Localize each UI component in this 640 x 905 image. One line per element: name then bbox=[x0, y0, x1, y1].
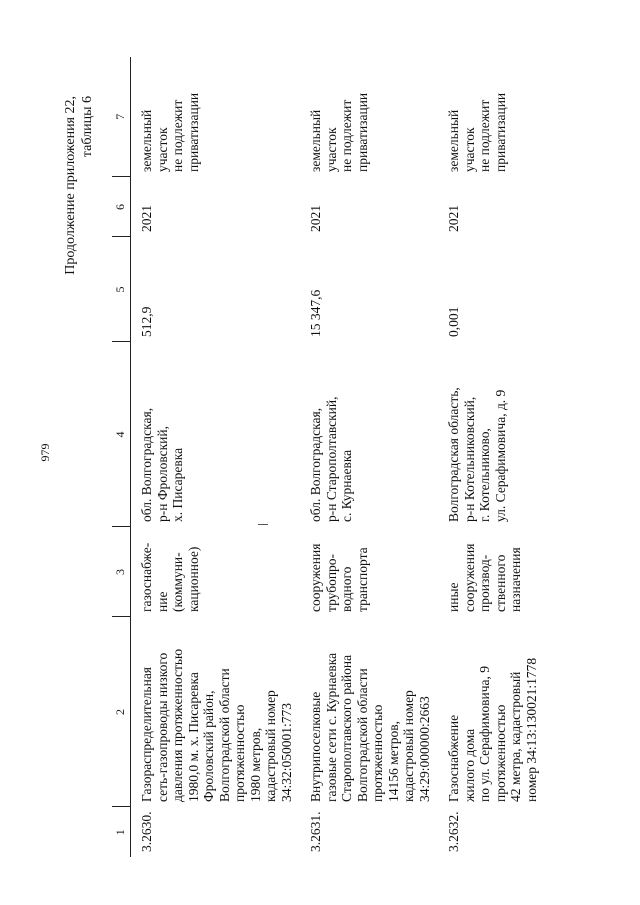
purpose-line: производ- bbox=[477, 554, 492, 612]
address-line: р-н Старополтавский, bbox=[323, 396, 339, 522]
purpose-line: ственного bbox=[492, 554, 508, 612]
note-line: участок bbox=[461, 127, 477, 172]
object-name-cell bbox=[131, 617, 301, 807]
note-line: участок bbox=[323, 127, 339, 172]
table-row bbox=[438, 57, 545, 857]
purpose-line: назначения bbox=[508, 547, 523, 612]
object-name-line: 34:29:000000:2663 bbox=[416, 696, 432, 802]
object-name-line: по ул. Серафимовича, 9 bbox=[477, 665, 492, 802]
object-name-line: кадастровый номер bbox=[263, 690, 278, 802]
object-name-line: номер 34:13:130021:1778 bbox=[523, 657, 539, 802]
purpose-cell bbox=[438, 527, 545, 617]
purpose-cell bbox=[300, 527, 438, 617]
object-name-line: кадастровый номер bbox=[401, 690, 416, 802]
object-name-line: 34:32:050001:773 bbox=[278, 702, 294, 802]
year-cell: 2021 bbox=[139, 205, 154, 232]
object-name-line: Фроловский район, bbox=[201, 690, 216, 802]
object-name-line: давления протяженностью bbox=[170, 648, 185, 802]
address-line: обл. Волгоградская, bbox=[139, 407, 154, 522]
object-name-line: Газоснабжение bbox=[446, 714, 461, 802]
address-cell bbox=[131, 342, 301, 527]
address-line: обл. Волгоградская, bbox=[308, 407, 323, 522]
column-header: 5 bbox=[112, 237, 131, 342]
object-name-line: протяженностью bbox=[492, 704, 508, 802]
row-number: 3.2631. bbox=[308, 811, 323, 852]
note-line: приватизации bbox=[354, 92, 370, 172]
value-cell: 15 347,6 bbox=[308, 289, 323, 337]
object-name-line: 1980 метров, bbox=[247, 727, 263, 802]
column-header: 7 bbox=[112, 57, 131, 177]
note-cell bbox=[131, 57, 301, 177]
column-header: 4 bbox=[112, 342, 131, 527]
address-line: р-н Котельниковский, bbox=[461, 396, 477, 522]
address-line: с. Курнаевка bbox=[339, 449, 354, 522]
table-row bbox=[300, 57, 438, 857]
purpose-line: сооружения bbox=[308, 543, 323, 612]
address-line: г. Котельниково, bbox=[477, 428, 492, 522]
table-row bbox=[131, 57, 301, 857]
page-number: 979 bbox=[38, 443, 52, 462]
column-header: 6 bbox=[112, 177, 131, 237]
object-name-line: газовые сети с. Курнаевка bbox=[323, 652, 339, 802]
column-header: 1 bbox=[112, 807, 131, 857]
purpose-line: кационное) bbox=[185, 546, 201, 612]
object-name-line: 1980,0 м. х. Писаревка bbox=[185, 672, 201, 802]
note-line: земельный bbox=[446, 109, 461, 172]
object-name-line: Газораспределительная bbox=[139, 666, 154, 802]
note-line: участок bbox=[154, 127, 170, 172]
purpose-line: трубопро- bbox=[323, 553, 339, 612]
row-number: 3.2632. bbox=[446, 811, 461, 852]
address-cell bbox=[438, 342, 545, 527]
object-name-line: 42 метра, кадастровый bbox=[508, 671, 523, 802]
column-header: 3 bbox=[112, 527, 131, 617]
object-name-line: 14156 метров, bbox=[385, 721, 401, 802]
purpose-line: (коммуни- bbox=[170, 552, 185, 612]
address-line: р-н Фроловский, bbox=[154, 426, 170, 522]
note-line: приватизации bbox=[185, 92, 201, 172]
column-header: 2 bbox=[112, 617, 131, 807]
object-name-line: Старополтавского района bbox=[339, 654, 354, 802]
address-line: ул. Серафимовича, д. 9 bbox=[492, 389, 508, 522]
purpose-cell bbox=[131, 527, 301, 617]
note-line: не подлежит bbox=[339, 99, 354, 172]
row-number: 3.2630. bbox=[139, 811, 154, 852]
note-line: земельный bbox=[308, 109, 323, 172]
address-cell bbox=[300, 342, 438, 527]
object-name-line: протяженностью bbox=[232, 704, 247, 802]
note-line: земельный bbox=[139, 109, 154, 172]
object-name-line: сеть-газопроводы низкого bbox=[154, 652, 170, 802]
note-line: приватизации bbox=[492, 92, 508, 172]
year-cell: 2021 bbox=[446, 205, 461, 232]
object-name-cell bbox=[300, 617, 438, 807]
year-cell: 2021 bbox=[308, 205, 323, 232]
purpose-line: иные bbox=[446, 582, 461, 612]
address-line: Волгоградская область, bbox=[446, 387, 461, 522]
value-cell: 512,9 bbox=[139, 306, 154, 337]
note-cell bbox=[438, 57, 545, 177]
object-name-cell bbox=[438, 617, 545, 807]
value-cell: 0,001 bbox=[446, 306, 461, 337]
continuation-header bbox=[62, 96, 96, 275]
object-name-line: Волгоградской области bbox=[216, 668, 232, 802]
purpose-line: сооружения bbox=[461, 543, 477, 612]
object-name-line: протяженностью bbox=[370, 704, 385, 802]
purpose-line: ние bbox=[154, 591, 170, 612]
purpose-line: водного bbox=[339, 566, 354, 612]
object-name-line: Волгоградской области bbox=[354, 668, 370, 802]
continuation-line-1: Продолжение приложения 22, bbox=[63, 96, 78, 275]
purpose-line: транспорта bbox=[354, 547, 370, 612]
note-line: не подлежит bbox=[477, 99, 492, 172]
purpose-line: газоснабже- bbox=[139, 542, 154, 612]
note-cell bbox=[300, 57, 438, 177]
table-header-row bbox=[112, 57, 131, 857]
scan-tick-mark bbox=[258, 524, 268, 525]
object-name-line: жилого дома bbox=[461, 728, 477, 802]
continuation-line-2: таблицы 6 bbox=[80, 96, 95, 158]
note-line: не подлежит bbox=[170, 99, 185, 172]
object-name-line: Внутрипоселковые bbox=[308, 691, 323, 802]
address-line: х. Писаревка bbox=[170, 447, 185, 522]
registry-table bbox=[112, 57, 545, 857]
